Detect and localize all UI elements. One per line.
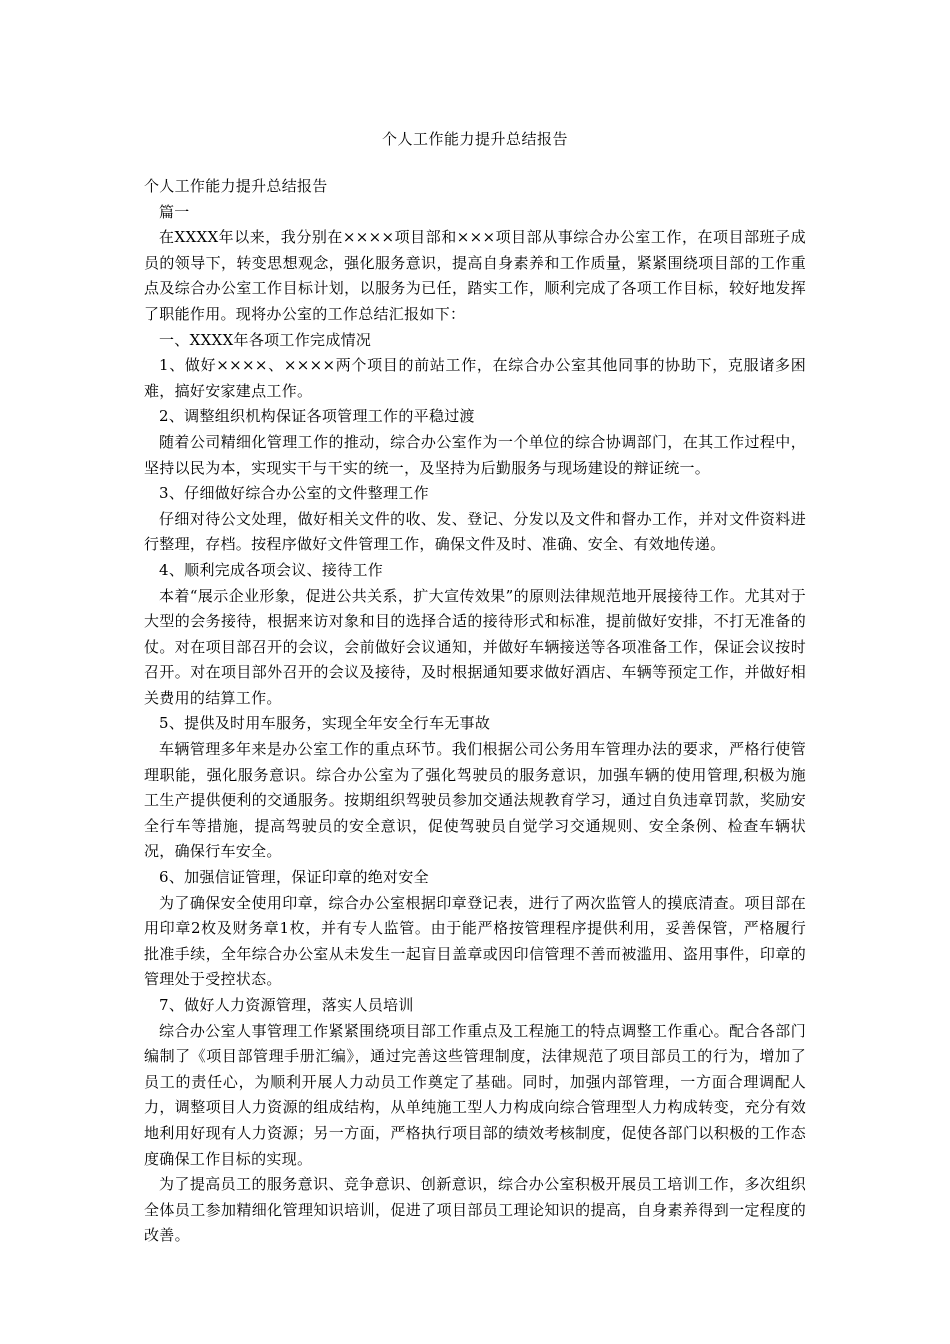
section-heading: 6、加强信证管理，保证印章的绝对安全 [159, 868, 429, 887]
section-heading: 一、XXXX年各项工作完成情况 [159, 330, 372, 349]
body-paragraph: 随着公司精细化管理工作的推动，综合办公室作为一个单位的综合协调部门，在其工作过程中，坚持以民为本，实现实干与干实的统一，及坚持为后勤服务与现场建设的辩证统一。 [144, 432, 806, 477]
section-heading: 2、调整组织机构保证各项管理工作的平稳过渡 [159, 407, 475, 426]
body-paragraph: 车辆管理多年来是办公室工作的重点环节。我们根据公司公务用车管理办法的要求，严格行使管理职能，强化服务意识。综合办公室为了强化驾驶员的服务意识，加强车辆的使用管理,积极为施工生产提供便利的交通服务。按期组织驾驶员参加交通法规教育学习，通过自负违章罚款，奖励安全行车等措施，提高驾驶员的安全意识，促使驾驶员自觉学习交通规则、安全条例、检查车辆状况，确保行车安全。 [144, 740, 806, 861]
body-paragraph: 为了确保安全使用印章，综合办公室根据印章登记表，进行了两次监管人的摸底清查。项目部在用印章2枚及财务章1枚，并有专人监管。由于能严格按管理程序提供利用，妥善保管，严格履行批准手续，全年综合办公室从未发生一起盲目盖章或因印信管理不善而被滥用、盗用事件，印章的管理处于受控状态。 [144, 893, 806, 989]
body-paragraph: 为了提高员工的服务意识、竞争意识、创新意识，综合办公室积极开展员工培训工作，多次组织全体员工参加精细化管理知识培训，促进了项目部员工理论知识的提高，自身素养得到一定程度的改善。 [144, 1175, 806, 1245]
section-heading: 4、顺利完成各项会议、接待工作 [159, 560, 384, 579]
body-paragraph: 1、做好××××、××××两个项目的前站工作，在综合办公室其他同事的协助下，克服诸多困难，搞好安家建点工作。 [144, 356, 806, 400]
document-body [144, 174, 806, 1249]
section-heading: 7、做好人力资源管理，落实人员培训 [159, 996, 414, 1014]
body-paragraph: 仔细对待公文处理，做好相关文件的收、发、登记、分发以及文件和督办工作，并对文件资料进行整理，存档。按程序做好文件管理工作，确保文件及时、准确、安全、有效地传递。 [144, 509, 806, 554]
body-paragraph: 综合办公室人事管理工作紧紧围绕项目部工作重点及工程施工的特点调整工作重心。配合各部门编制了《项目部管理手册汇编》，通过完善这些管理制度，法律规范了项目部员工的行为，增加了员工的责任心，为顺利开展人力动员工作奠定了基础。同时，加强内部管理，一方面合理调配人力，调整项目人力资源的组成结构，从单纯施工型人力构成向综合管理型人力构成转变，充分有效地利用好现有人力资源；另一方面，严格执行项目部的绩效考核制度，促使各部门以积极的工作态度确保工作目标的实现。 [144, 1021, 806, 1168]
document-title: 个人工作能力提升总结报告 [381, 130, 568, 148]
section-label: 篇一 [159, 202, 190, 221]
body-paragraph: 在XXXX年以来，我分别在××××项目部和×××项目部从事综合办公室工作，在项目部班子成员的领导下，转变思想观念，强化服务意识，提高自身素养和工作质量，紧紧围绕项目部的工作重点及综合办公室工作目标计划，以服务为已任，踏实工作，顺利完成了各项工作目标，较好地发挥了职能作用。现将办公室的工作总结汇报如下： [144, 228, 806, 323]
subtitle-paragraph: 个人工作能力提升总结报告 [144, 177, 328, 195]
body-paragraph: 本着“展示企业形象，促进公共关系，扩大宣传效果”的原则法律规范地开展接待工作。尤其对于大型的会务接待，根据来访对象和目的选择合适的接待形式和标准，提前做好安排，不打无准备的仗。对在项目部召开的会议，会前做好会议通知，并做好车辆接送等各项准备工作，保证会议按时召开。对在项目部外召开的会议及接待，及时根据通知要求做好酒店、车辆等预定工作，并做好相关费用的结算工作。 [144, 586, 806, 707]
section-heading: 5、提供及时用车服务，实现全年安全行车无事故 [159, 714, 491, 733]
section-heading: 3、仔细做好综合办公室的文件整理工作 [159, 484, 429, 503]
